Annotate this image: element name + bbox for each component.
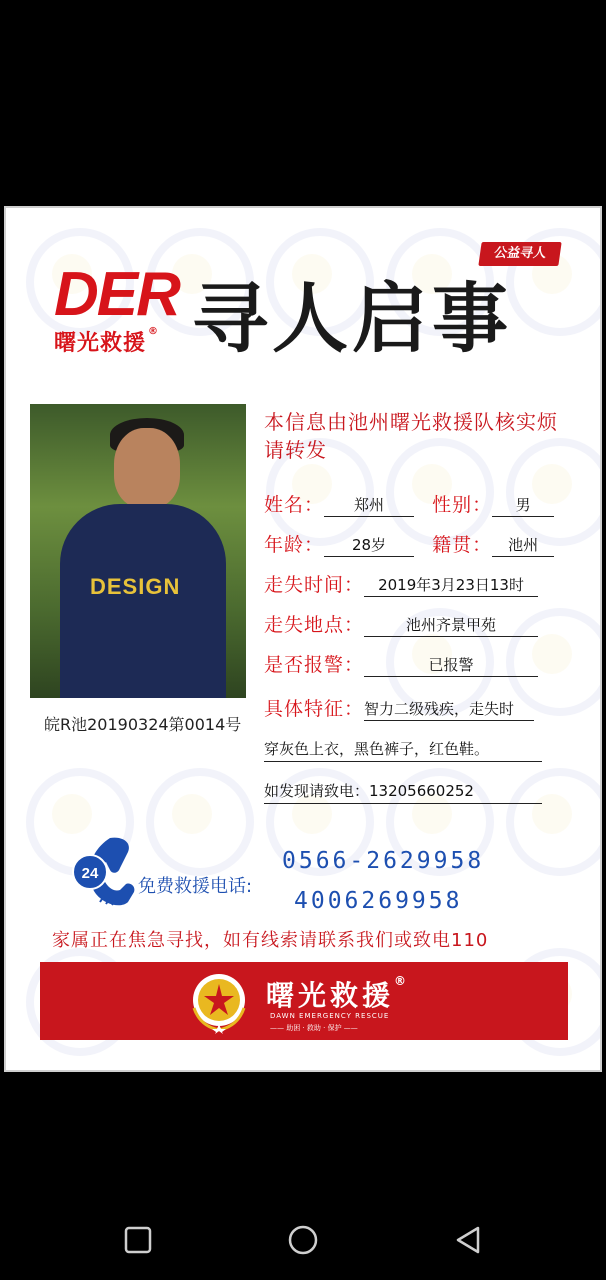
rescue-emblem-icon xyxy=(186,968,252,1034)
row-missing-place xyxy=(264,610,538,642)
missing-place-label: 走失地点： xyxy=(264,614,365,636)
hoodie-print: DESIGN xyxy=(90,574,181,599)
origin-value: 池州 xyxy=(492,534,554,557)
police-label: 是否报警： xyxy=(264,654,365,676)
phone-24h-icon xyxy=(70,834,140,908)
features-value-line1: 智力二级残疾，走失时 xyxy=(364,698,534,721)
gender-label: 性别： xyxy=(432,494,493,516)
footer-slogan: —— 助困 · 救助 · 保护 —— xyxy=(270,1024,358,1032)
features-label: 具体特征： xyxy=(264,698,365,720)
system-navigation-bar xyxy=(0,1196,606,1280)
registered-mark: ® xyxy=(148,326,160,337)
verification-notice: 本信息由池州曙光救援队核实烦请转发 xyxy=(264,410,558,462)
family-searching-note: 家属正在焦急寻找，如有线索请联系我们或致电110 xyxy=(52,930,489,951)
der-logo: DER xyxy=(54,260,179,329)
row-missing-time xyxy=(264,570,538,602)
age-value: 28岁 xyxy=(324,534,414,557)
photo-head xyxy=(114,428,180,508)
footer-english-name: DAWN EMERGENCY RESCUE xyxy=(270,1012,390,1020)
row-police-report xyxy=(264,650,538,682)
age-label: 年龄： xyxy=(264,534,325,556)
gender-value: 男 xyxy=(492,494,554,517)
missing-person-photo xyxy=(30,404,246,698)
hotline-badge-text: 24 xyxy=(81,865,99,882)
row-name-gender xyxy=(264,490,554,522)
logo-subtitle-text: 曙光救援 xyxy=(54,331,147,356)
missing-place-value: 池州齐景甲苑 xyxy=(364,614,538,637)
logo-subtitle xyxy=(54,326,159,357)
circle-home-icon[interactable] xyxy=(283,1220,323,1260)
watermark-emblem xyxy=(146,768,254,876)
row-features xyxy=(264,694,534,726)
footer-org-name xyxy=(266,974,410,1014)
name-label: 姓名： xyxy=(264,494,325,516)
hotline-phone-1: 0566-2629958 xyxy=(282,848,485,874)
triangle-back-icon[interactable] xyxy=(448,1220,488,1260)
footer-banner xyxy=(40,962,568,1040)
origin-label: 籍贯： xyxy=(432,534,493,556)
missing-time-label: 走失时间： xyxy=(264,574,365,596)
poster-title: 寻人启事 xyxy=(192,274,512,363)
hotline-phone-2: 4006269958 xyxy=(294,888,463,914)
contact-phone-line: 如发现请致电：13205660252 xyxy=(264,780,542,804)
name-value: 郑州 xyxy=(324,494,414,517)
free-rescue-hotline-label: 免费救援电话: xyxy=(138,876,253,897)
missing-person-poster xyxy=(4,206,602,1072)
square-icon[interactable] xyxy=(118,1220,158,1260)
public-welfare-tag: 公益寻人 xyxy=(478,242,561,266)
police-value: 已报警 xyxy=(364,654,538,677)
missing-time-value: 2019年3月23日13时 xyxy=(364,574,538,597)
row-age-origin xyxy=(264,530,554,562)
footer-registered-mark: ® xyxy=(394,974,411,988)
case-number: 皖R池20190324第0014号 xyxy=(44,715,242,734)
features-value-line2: 穿灰色上衣，黑色裤子，红色鞋。 xyxy=(264,738,542,762)
footer-org-name-text: 曙光救援 xyxy=(266,979,395,1012)
